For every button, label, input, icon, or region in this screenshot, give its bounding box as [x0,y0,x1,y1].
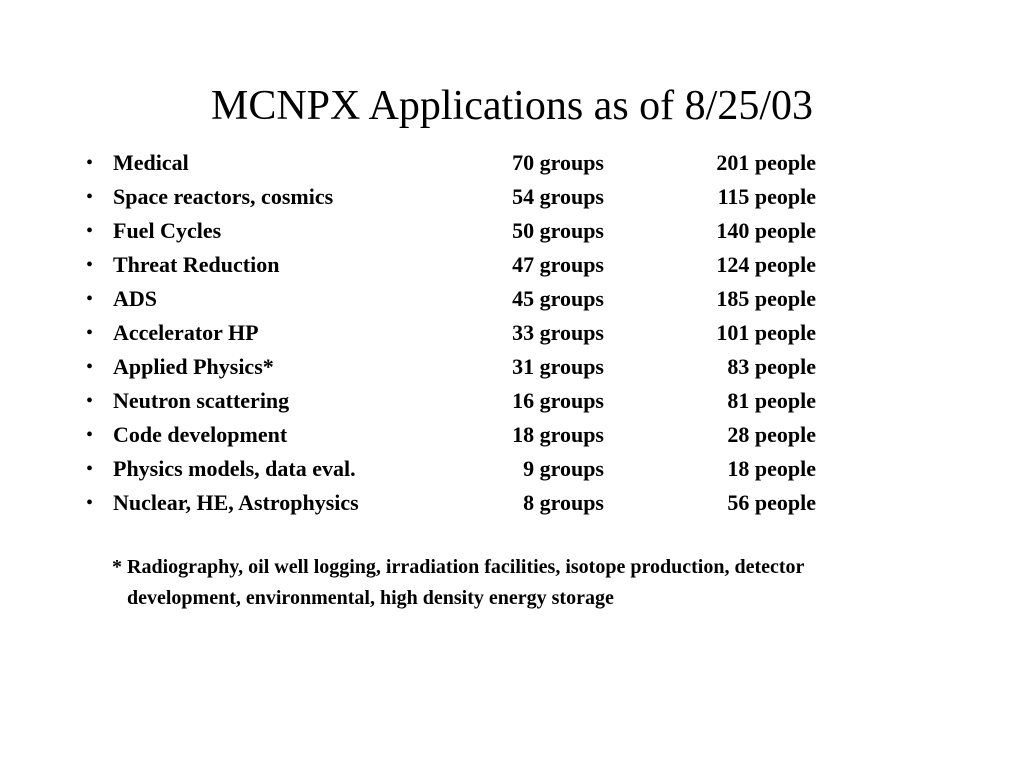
application-name: Code development [113,422,288,447]
slide-title: MCNPX Applications as of 8/25/03 [210,83,813,129]
people-count: 140 people [716,218,816,243]
list-item [0,384,1024,418]
people-count: 56 people [727,490,816,515]
application-name: Medical [113,150,189,175]
list-item [0,350,1024,384]
list-item [0,316,1024,350]
bullet-icon: • [86,254,94,276]
group-count: 31 groups [512,354,604,379]
people-count: 124 people [716,252,816,277]
group-count: 18 groups [512,422,604,447]
group-count: 54 groups [512,184,604,209]
people-count: 83 people [727,354,816,379]
people-count: 28 people [727,422,816,447]
people-count: 115 people [717,184,816,209]
footnote-line-1: * Radiography, oil well logging, irradiation facilities, isotope production, detector [112,556,805,578]
application-name: Threat Reduction [113,252,280,277]
bullet-icon: • [86,390,94,412]
group-count: 9 groups [523,456,604,481]
group-count: 8 groups [523,490,604,515]
application-name: Space reactors, cosmics [113,184,334,209]
people-count: 201 people [716,150,816,175]
application-name: Neutron scattering [113,388,290,413]
group-count: 50 groups [512,218,604,243]
list-item [0,180,1024,214]
footnote [112,552,932,614]
list-item [0,146,1024,180]
group-count: 45 groups [512,286,604,311]
footnote-line-2: development, environmental, high density energy storage [127,587,614,609]
list-item [0,418,1024,452]
list-item [0,486,1024,520]
application-name: Accelerator HP [113,320,259,345]
people-count: 81 people [727,388,816,413]
application-name: Applied Physics* [113,354,274,379]
list-item [0,282,1024,316]
bullet-icon: • [86,220,94,242]
bullet-icon: • [86,424,94,446]
group-count: 33 groups [512,320,604,345]
bullet-icon: • [86,356,94,378]
people-count: 18 people [727,456,816,481]
people-count: 185 people [716,286,816,311]
list-item [0,214,1024,248]
application-name: Fuel Cycles [113,218,222,243]
group-count: 70 groups [512,150,604,175]
bullet-icon: • [86,152,94,174]
bullet-icon: • [86,186,94,208]
list-item [0,452,1024,486]
group-count: 47 groups [512,252,604,277]
application-name: ADS [113,286,158,311]
people-count: 101 people [716,320,816,345]
group-count: 16 groups [512,388,604,413]
bullet-icon: • [86,492,94,514]
bullet-icon: • [86,322,94,344]
application-name: Nuclear, HE, Astrophysics [113,490,359,515]
bullet-icon: • [86,288,94,310]
list-item [0,248,1024,282]
applications-list [0,146,1024,520]
application-name: Physics models, data eval. [113,456,356,481]
bullet-icon: • [86,458,94,480]
